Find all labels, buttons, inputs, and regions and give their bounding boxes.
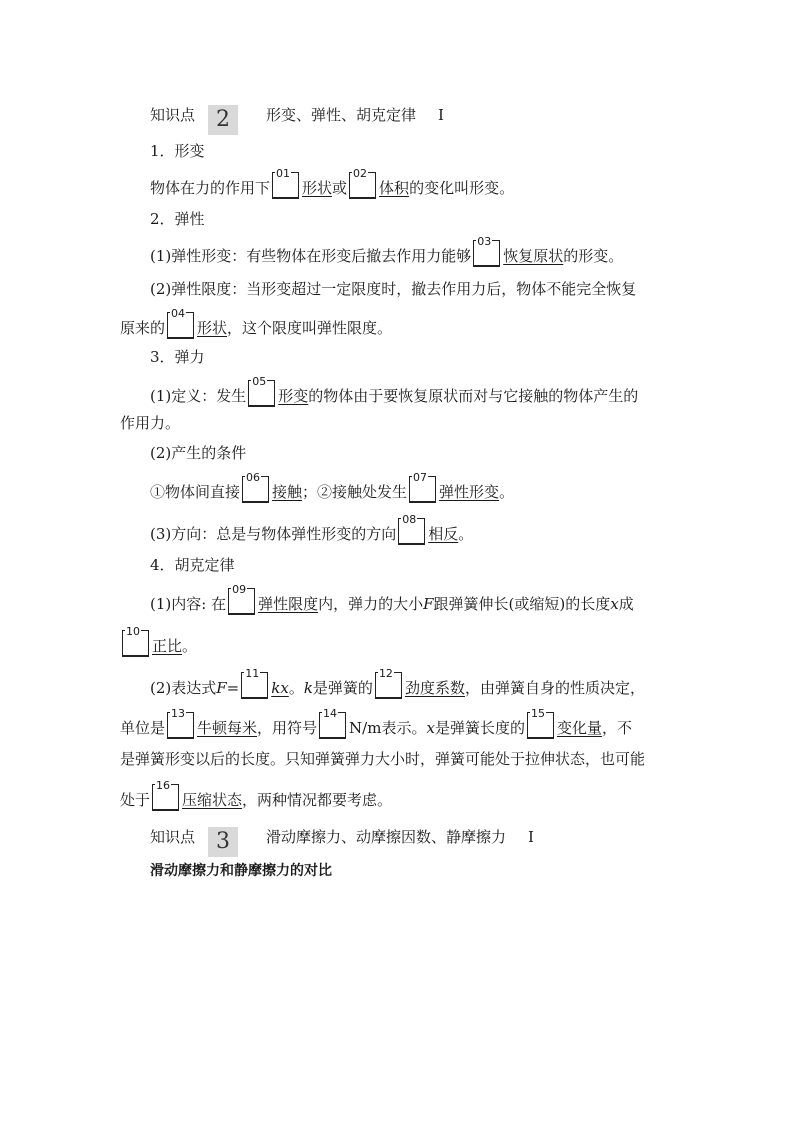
heading-elasticity: 2．弹性 bbox=[150, 210, 205, 228]
subheading-friction-comparison: 滑动摩擦力和静摩擦力的对比 bbox=[150, 863, 332, 879]
paragraph-expression: (2)表达式F= 11 kx。k是弹簧的 12 劲度系数，由弹簧自身的性质决定， bbox=[150, 667, 645, 697]
answer-text: 形状 bbox=[197, 319, 228, 337]
section-title: 滑动摩擦力、动摩擦因数、静摩擦力 bbox=[266, 828, 507, 846]
paragraph-hookes-content-line2: 10 正比。 bbox=[120, 630, 197, 657]
answer-blank[interactable]: 11 bbox=[241, 672, 268, 699]
paragraph-elastic-limit-line1: (2)弹性限度：当形变超过一定限度时，撤去作用力后，物体不能完全恢复 bbox=[150, 280, 637, 298]
paragraph-expression-line3: 是弹簧形变以后的长度。只知弹簧弹力大小时，弹簧可能处于拉伸状态，也可能 bbox=[120, 750, 646, 768]
answer-blank[interactable]: 07 bbox=[409, 476, 436, 503]
answer-blank[interactable]: 16 bbox=[152, 784, 179, 811]
paragraph-expression-line2: 单位是 13 牛顿每米，用符号 14 N/m表示。x是弹簧长度的 15 变化量，不 bbox=[120, 707, 632, 737]
section-number-badge: 3 bbox=[208, 827, 238, 857]
heading-elastic-force: 3．弹力 bbox=[150, 348, 205, 366]
answer-blank[interactable]: 15 bbox=[527, 712, 554, 739]
answer-blank[interactable]: 03 bbox=[473, 240, 500, 267]
answer-text: 接触 bbox=[272, 483, 303, 501]
answer-text: 恢复原状 bbox=[503, 247, 564, 265]
section-title: 形变、弹性、胡克定律 bbox=[266, 106, 417, 124]
paragraph-conditions: (2)产生的条件 bbox=[150, 444, 247, 462]
answer-text: 牛顿每米 bbox=[197, 719, 258, 737]
answer-text: 形变 bbox=[278, 387, 309, 405]
answer-text: 弹性限度 bbox=[258, 595, 319, 613]
answer-blank[interactable]: 05 bbox=[248, 380, 275, 407]
paragraph-conditions-detail: ①物体间直接 06 接触；②接触处发生 07 弹性形变。 bbox=[150, 471, 515, 501]
answer-blank[interactable]: 09 bbox=[228, 588, 255, 615]
paragraph-definition-line2: 作用力。 bbox=[120, 414, 181, 432]
paragraph-direction: (3)方向：总是与物体弹性形变的方向 08 相反。 bbox=[150, 513, 474, 543]
paragraph-expression-line4: 处于 16 压缩状态，两种情况都要考虑。 bbox=[120, 779, 393, 809]
heading-hookes-law: 4．胡克定律 bbox=[150, 556, 235, 574]
answer-blank[interactable]: 13 bbox=[167, 712, 194, 739]
paragraph-elastic-limit-line2: 原来的 04 形状，这个限度叫弹性限度。 bbox=[120, 307, 393, 337]
answer-blank[interactable]: 04 bbox=[167, 312, 194, 339]
section-level: Ⅰ bbox=[528, 828, 534, 846]
paragraph-hookes-content: (1)内容: 在 09 弹性限度内，弹力的大小F跟弹簧伸长(或缩短)的长度x成 bbox=[150, 583, 634, 613]
answer-blank[interactable]: 08 bbox=[398, 518, 425, 545]
answer-text: 正比 bbox=[152, 637, 183, 655]
answer-text: N/m bbox=[349, 719, 382, 737]
answer-text: 体积 bbox=[379, 179, 410, 197]
section-2-heading bbox=[150, 104, 444, 135]
answer-blank[interactable]: 14 bbox=[319, 712, 346, 739]
answer-blank[interactable]: 10 bbox=[122, 630, 149, 657]
answer-text: 变化量 bbox=[556, 719, 602, 737]
knowledge-point-label: 知识点 bbox=[150, 106, 196, 124]
section-3-heading bbox=[150, 826, 534, 857]
answer-text: 劲度系数 bbox=[404, 679, 465, 697]
section-number-badge: 2 bbox=[208, 105, 238, 135]
answer-text: 形状 bbox=[302, 179, 333, 197]
heading-deformation: 1．形变 bbox=[150, 142, 205, 160]
section-level: Ⅰ bbox=[438, 106, 444, 124]
paragraph-deformation: 物体在力的作用下 01 形状或 02 体积的变化叫形变。 bbox=[150, 167, 515, 197]
paragraph-definition: (1)定义：发生 05 形变的物体由于要恢复原状而对与它接触的物体产生的 bbox=[150, 375, 639, 405]
answer-blank[interactable]: 06 bbox=[242, 476, 269, 503]
answer-text: 弹性形变 bbox=[439, 483, 500, 501]
answer-blank[interactable]: 12 bbox=[375, 672, 402, 699]
answer-blank[interactable]: 02 bbox=[349, 172, 376, 199]
answer-text: kx bbox=[271, 679, 289, 697]
answer-text: 压缩状态 bbox=[182, 791, 243, 809]
answer-text: 相反 bbox=[428, 525, 459, 543]
paragraph-elastic-deformation: (1)弹性形变：有些物体在形变后撤去作用力能够 03 恢复原状的形变。 bbox=[150, 235, 624, 265]
answer-blank[interactable]: 01 bbox=[272, 172, 299, 199]
knowledge-point-label: 知识点 bbox=[150, 828, 196, 846]
